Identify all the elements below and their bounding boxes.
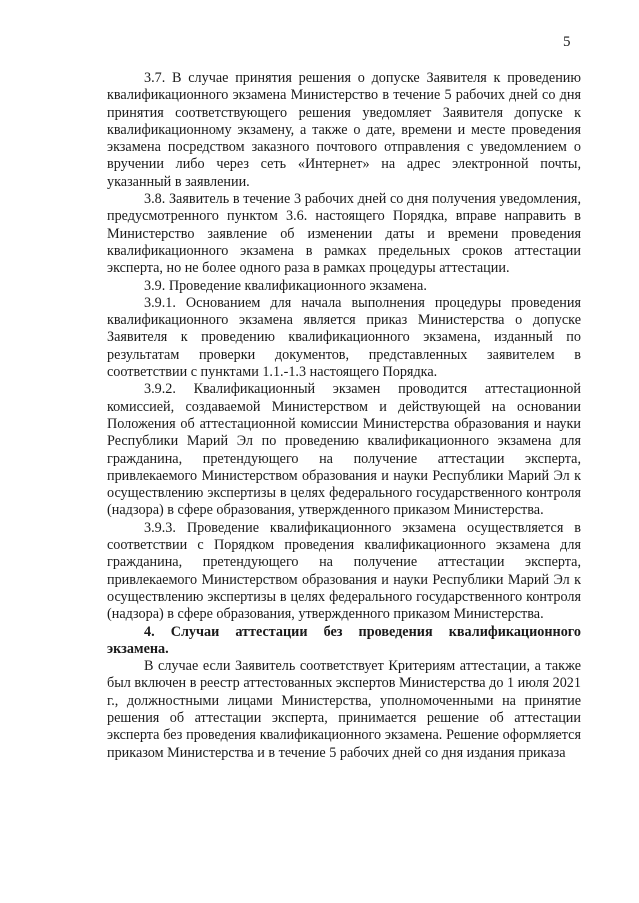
document-body bbox=[107, 70, 581, 762]
page-number: 5 bbox=[563, 34, 571, 50]
paragraph-4-1: В случае если Заявитель соответствует Критериям аттестации, а также был включен в реестр аттестованных экспертов Министерства до 1 июля 2021 г., должностными лицами Министерства, уполномоченными на принятие решения об аттестации эксперта, принимается решение об аттестации эксперта без проведения квалификационного экзамена. Решение оформляется приказом Министерства и в течение 5 рабочих дней со дня издания приказа bbox=[107, 658, 581, 761]
section-heading-4: 4. Случаи аттестации без проведения квалификационного экзамена. bbox=[107, 623, 581, 657]
paragraph-3-8: 3.8. Заявитель в течение 3 рабочих дней со дня получения уведомления, предусмотренного пунктом 3.6. настоящего Порядка, вправе направить в Министерство заявление об изменении даты и времени проведения квалификационного экзамена в рамках предельных сроков аттестации эксперта, но не более одного раза в рамках процедуры аттестации. bbox=[107, 191, 581, 277]
paragraph-3-9-2: 3.9.2. Квалификационный экзамен проводится аттестационной комиссией, создаваемой Министерством и действующей на основании Положения об аттестационной комиссии Министерства образования и науки Республики Марий Эл по проведению квалификационного экзамена для гражданина, претендующего на получение аттестации эксперта, привлекаемого Министерством образования и науки Республики Марий Эл к осуществлению экспертизы в целях федерального государственного контроля (надзора) в сфере образования, утвержденного приказом Министерства. bbox=[107, 381, 581, 519]
paragraph-3-7: 3.7. В случае принятия решения о допуске Заявителя к проведению квалификационного экзамена Министерство в течение 5 рабочих дней со дня принятия соответствующего решения уведомляет Заявителя допуске к квалификационному экзамену, а также о дате, времени и месте проведения экзамена посредством заказного почтового отправления с уведомлением о вручении либо через сеть «Интернет» на адрес электронной почты, указанный в заявлении. bbox=[107, 70, 581, 190]
paragraph-3-9-3: 3.9.3. Проведение квалификационного экзамена осуществляется в соответствии с Порядком проведения квалификационного экзамена для гражданина, претендующего на получение аттестации эксперта, привлекаемого Министерством образования и науки Республики Марий Эл к осуществлению экспертизы в целях федерального государственного контроля (надзора) в сфере образования, утвержденного приказом Министерства. bbox=[107, 519, 581, 623]
paragraph-3-9-1: 3.9.1. Основанием для начала выполнения процедуры проведения квалификационного экзамена является приказ Министерства о допуске Заявителя к проведению квалификационного экзамена, изданный по результатам проверки документов, представленных заявителем в соответствии с пунктами 1.1.-1.3 настоящего Порядка. bbox=[107, 294, 581, 381]
paragraph-3-9: 3.9. Проведение квалификационного экзамена. bbox=[144, 277, 427, 294]
